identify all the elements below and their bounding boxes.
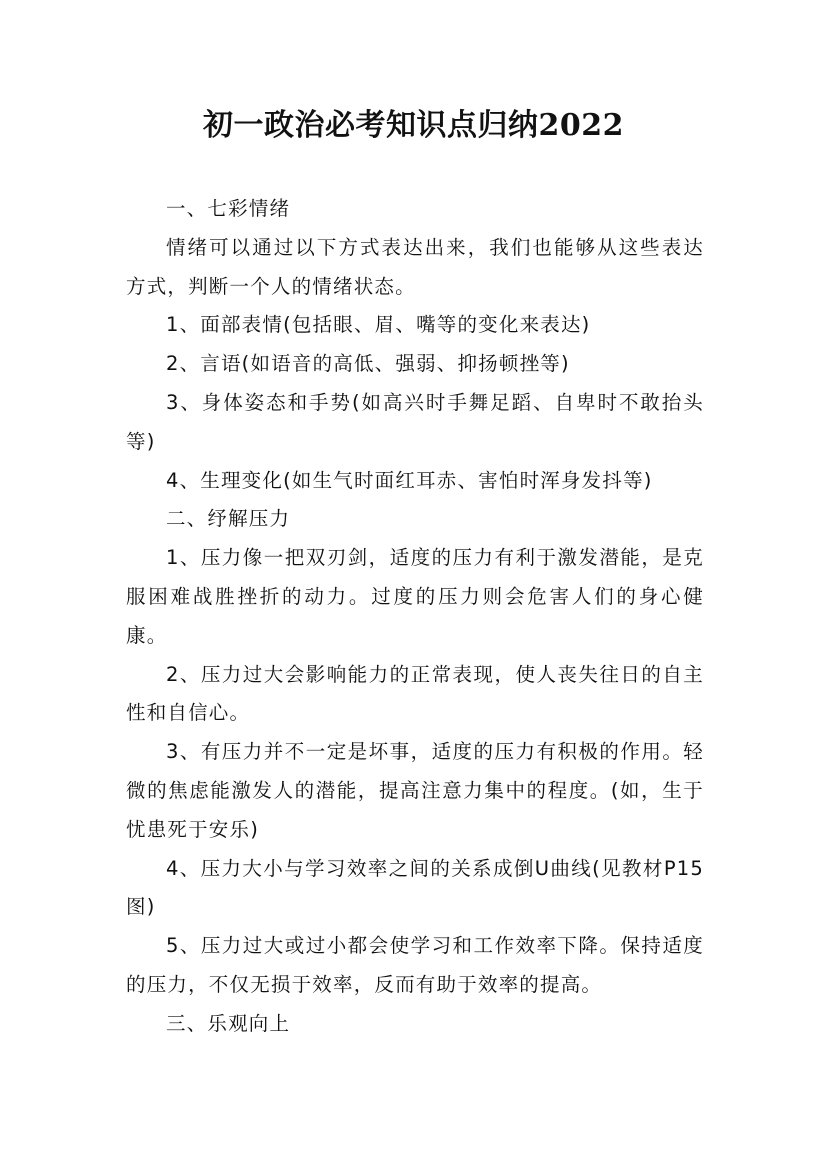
paragraph: 情绪可以通过以下方式表达出来，我们也能够从这些表达方式，判断一个人的情绪状态。	[126, 235, 704, 298]
list-item: 1、面部表情(包括眼、眉、嘴等的变化来表达)	[165, 313, 591, 337]
list-item: 4、压力大小与学习效率之间的关系成倒U曲线(见教材P15图)	[126, 856, 704, 919]
list-item: 2、压力过大会影响能力的正常表现，使人丧失往日的自主性和自信心。	[126, 662, 704, 725]
section-heading: 一、七彩情绪	[165, 197, 291, 220]
document-title: 初一政治必考知识点归纳2022	[203, 108, 624, 143]
list-item: 5、压力过大或过小都会使学习和工作效率下降。保持适度的压力，不仅无损于效率，反而有助于效率的提高。	[126, 934, 704, 996]
list-item: 4、生理变化(如生气时面红耳赤、害怕时浑身发抖等)	[165, 468, 653, 492]
list-item: 2、言语(如语音的高低、强弱、抑扬顿挫等)	[165, 352, 570, 376]
list-item: 3、身体姿态和手势(如高兴时手舞足蹈、自卑时不敢抬头等)	[126, 390, 704, 453]
list-item: 1、压力像一把双刃剑，适度的压力有利于激发潜能，是克服困难战胜挫折的动力。过度的压力则会危害人们的身心健康。	[126, 546, 704, 647]
section-heading: 三、乐观向上	[165, 1011, 291, 1035]
document-body	[126, 190, 704, 1044]
section-heading: 二、纾解压力	[165, 507, 291, 531]
list-item: 3、有压力并不一定是坏事，适度的压力有积极的作用。轻微的焦虑能激发人的潜能，提高注意力集中的程度。(如，生于忧患死于安乐)	[126, 740, 704, 841]
